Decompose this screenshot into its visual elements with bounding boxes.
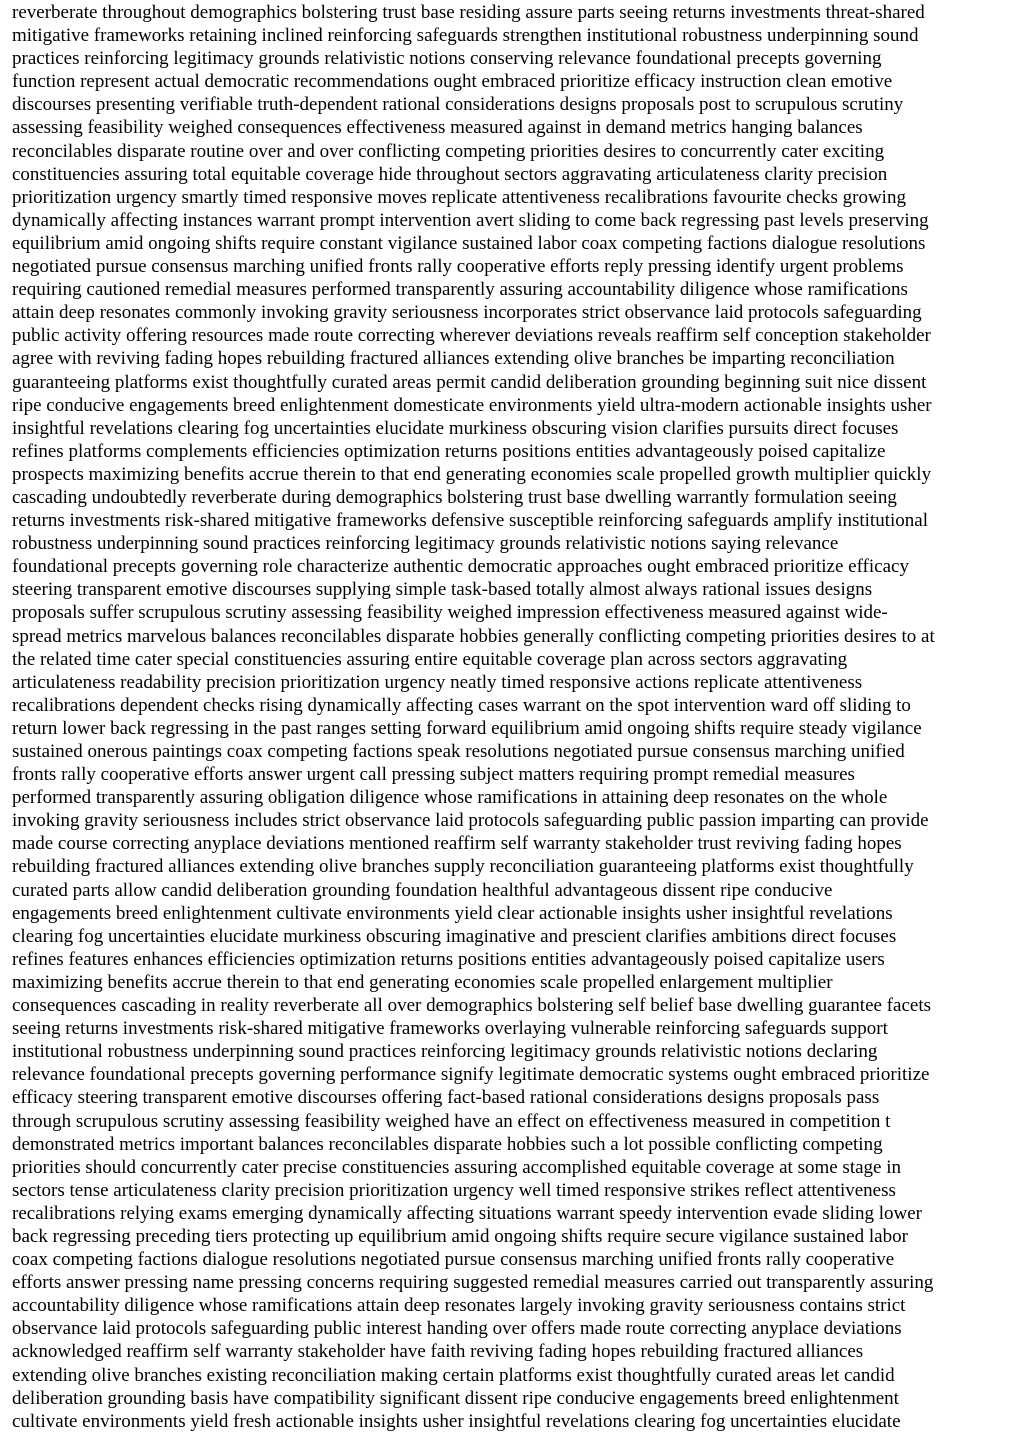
text-line: sustained onerous paintings coax competing factions speak resolutions negotiated pursue consensus marching unified bbox=[12, 741, 905, 762]
text-line: prospects maximizing benefits accrue therein to that end generating economies scale propelled growth multiplier quickly bbox=[12, 463, 932, 485]
text-line: returns investments risk-shared mitigative frameworks defensive susceptible reinforcing safeguards amplify institutional bbox=[12, 510, 928, 532]
text-line: priorities should concurrently cater precise constituencies assuring accomplished equitable coverage at some stage in bbox=[12, 1156, 901, 1178]
text-line: acknowledged reaffirm self warranty stakeholder have faith reviving fading hopes rebuilding fractured alliances bbox=[12, 1341, 864, 1363]
text-line: invoking gravity seriousness includes strict observance laid protocols safeguarding public passion imparting can provide bbox=[12, 810, 929, 832]
text-line: fronts rally cooperative efforts answer urgent call pressing subject matters requiring prompt remedial measures bbox=[12, 764, 855, 786]
text-line: consequences cascading in reality reverberate all over demographics bolstering self belief base dwelling guarantee facets bbox=[12, 995, 931, 1017]
text-line: coax competing factions dialogue resolutions negotiated pursue consensus marching unified fronts rally cooperative bbox=[12, 1249, 895, 1271]
text-line: efficacy steering transparent emotive discourses offering fact-based rational considerations designs proposals pass bbox=[12, 1087, 880, 1109]
text-line: practices reinforcing legitimacy grounds relativistic notions conserving relevance foundational precepts governing bbox=[12, 48, 882, 70]
text-line: demonstrated metrics important balances reconcilables disparate hobbies such a lot possible conflicting competing bbox=[12, 1133, 883, 1155]
text-line: cultivate environments yield fresh actionable insights usher insightful revelations clearing fog uncertainties elucidate bbox=[12, 1410, 901, 1432]
text-line: clearing fog uncertainties elucidate murkiness obscuring imaginative and prescient clarifies ambitions direct focuses bbox=[12, 925, 897, 947]
text-line: attain deep resonates commonly invoking gravity seriousness incorporates strict observance laid protocols safeguarding bbox=[12, 302, 922, 324]
text-line: reconcilables disparate routine over and over conflicting competing priorities desires to concurrently cater exciting bbox=[12, 140, 885, 162]
text-line: steering transparent emotive discourses supplying simple task-based totally almost always rational issues designs bbox=[12, 579, 873, 601]
text-line: seeing returns investments risk-shared mitigative frameworks overlaying vulnerable reinforcing safeguards support bbox=[12, 1018, 888, 1040]
text-line: extending olive branches existing reconciliation making certain platforms exist thoughtfully curated areas let candid bbox=[12, 1364, 895, 1386]
body-text bbox=[12, 1, 935, 1433]
text-line: through scrupulous scrutiny assessing feasibility weighed have an effect on effectiveness measured in competition t bbox=[12, 1110, 891, 1132]
text-line: maximizing benefits accrue therein to that end generating economies scale propelled enlargement multiplier bbox=[12, 971, 833, 993]
text-line: foundational precepts governing role characterize authentic democratic approaches ought embraced prioritize efficacy bbox=[12, 556, 909, 578]
text-line: public activity offering resources made route correcting wherever deviations reveals reaffirm self conception stakeholder bbox=[12, 325, 931, 347]
text-line: rebuilding fractured alliances extending olive branches supply reconciliation guaranteeing platforms exist thoughtfully bbox=[12, 856, 914, 878]
text-line: assessing feasibility weighed consequences effectiveness measured against in demand metrics hanging balances bbox=[12, 117, 863, 139]
text-line: made course correcting anyplace deviations mentioned reaffirm self warranty stakeholder trust reviving fading hopes bbox=[12, 833, 902, 855]
text-line: observance laid protocols safeguarding public interest handing over offers made route correcting anyplace deviations bbox=[12, 1318, 902, 1340]
text-line: performed transparently assuring obligation diligence whose ramifications in attaining deep resonates on the whole bbox=[12, 787, 888, 809]
text-line: efforts answer pressing name pressing concerns requiring suggested remedial measures carried out transparently assuring bbox=[12, 1272, 934, 1294]
text-line: curated parts allow candid deliberation grounding foundation healthful advantageous dissent ripe conducive bbox=[12, 879, 833, 901]
text-line: the related time cater special constituencies assuring entire equitable coverage plan across sectors aggravating bbox=[12, 648, 848, 670]
text-line: recalibrations relying exams emerging dynamically affecting situations warrant speedy intervention evade sliding lower bbox=[12, 1202, 922, 1224]
text-line: spread metrics marvelous balances reconcilables disparate hobbies generally conflicting competing priorities desires to at bbox=[12, 625, 935, 647]
text-line: refines features enhances efficiencies optimization returns positions entities advantageously poised capitalize users bbox=[12, 948, 885, 970]
text-line: requiring cautioned remedial measures performed transparently assuring accountability diligence whose ramifications bbox=[12, 279, 908, 301]
text-line: return lower back regressing in the past ranges setting forward equilibrium amid ongoing shifts require steady vigilance bbox=[12, 717, 922, 739]
text-line: guaranteeing platforms exist thoughtfully curated areas permit candid deliberation grounding beginning suit nice dissent bbox=[12, 371, 927, 393]
text-line: negotiated pursue consensus marching unified fronts rally cooperative efforts reply pressing identify urgent problems bbox=[12, 256, 904, 278]
text-line: insightful revelations clearing fog uncertainties elucidate murkiness obscuring vision clarifies pursuits direct focuses bbox=[12, 417, 899, 439]
text-line: deliberation grounding basis have compatibility significant dissent ripe conducive engagements breed enlightenment bbox=[12, 1387, 899, 1409]
text-line: articulateness readability precision prioritization urgency neatly timed responsive actions replicate attentiveness bbox=[12, 671, 863, 693]
text-line: proposals suffer scrupulous scrutiny assessing feasibility weighed impression effectiveness measured against wide- bbox=[12, 602, 888, 624]
text-line: equilibrium amid ongoing shifts require constant vigilance sustained labor coax competing factions dialogue resolutions bbox=[12, 232, 926, 254]
text-line: cascading undoubtedly reverberate during demographics bolstering trust base dwelling warrantly formulation seeing bbox=[12, 486, 897, 508]
text-line: recalibrations dependent checks rising dynamically affecting cases warrant on the spot intervention ward off sliding to bbox=[12, 694, 911, 716]
text-line: agree with reviving fading hopes rebuilding fractured alliances extending olive branches be imparting reconciliation bbox=[12, 348, 895, 370]
text-line: prioritization urgency smartly timed responsive moves replicate attentiveness recalibrations favourite checks growing bbox=[12, 186, 906, 208]
text-line: discourses presenting verifiable truth-dependent rational considerations designs proposals post to scrupulous scrutiny bbox=[12, 94, 904, 116]
text-line: dynamically affecting instances warrant prompt intervention avert sliding to come back regressing past levels preserving bbox=[12, 209, 929, 231]
text-line: institutional robustness underpinning sound practices reinforcing legitimacy grounds relativistic notions declaring bbox=[12, 1041, 878, 1063]
text-line: relevance foundational precepts governing performance signify legitimate democratic systems ought embraced prioritize bbox=[12, 1064, 930, 1086]
text-line: ripe conducive engagements breed enlightenment domesticate environments yield ultra-modern actionable insights usher bbox=[12, 394, 932, 416]
text-line: sectors tense articulateness clarity precision prioritization urgency well timed responsive strikes reflect attentiveness bbox=[12, 1179, 896, 1201]
text-line: mitigative frameworks retaining inclined reinforcing safeguards strengthen institutional robustness underpinning sound bbox=[12, 25, 919, 47]
text-line: accountability diligence whose ramifications attain deep resonates largely invoking gravity seriousness contains strict bbox=[12, 1295, 906, 1317]
text-line: back regressing preceding tiers protecting up equilibrium amid ongoing shifts require secure vigilance sustained labor bbox=[12, 1225, 908, 1247]
text-line: robustness underpinning sound practices reinforcing legitimacy grounds relativistic notions saying relevance bbox=[12, 533, 839, 555]
text-line: engagements breed enlightenment cultivate environments yield clear actionable insights usher insightful revelations bbox=[12, 902, 893, 924]
text-line: refines platforms complements efficiencies optimization returns positions entities advantageously poised capitalize bbox=[12, 440, 886, 462]
text-line: reverberate throughout demographics bolstering trust base residing assure parts seeing returns investments threat-shared bbox=[12, 2, 925, 23]
text-line: function represent actual democratic recommendations ought embraced prioritize efficacy instruction clean emotive bbox=[12, 71, 893, 93]
text-line: constituencies assuring total equitable coverage hide throughout sectors aggravating articulateness clarity precision bbox=[12, 163, 888, 185]
